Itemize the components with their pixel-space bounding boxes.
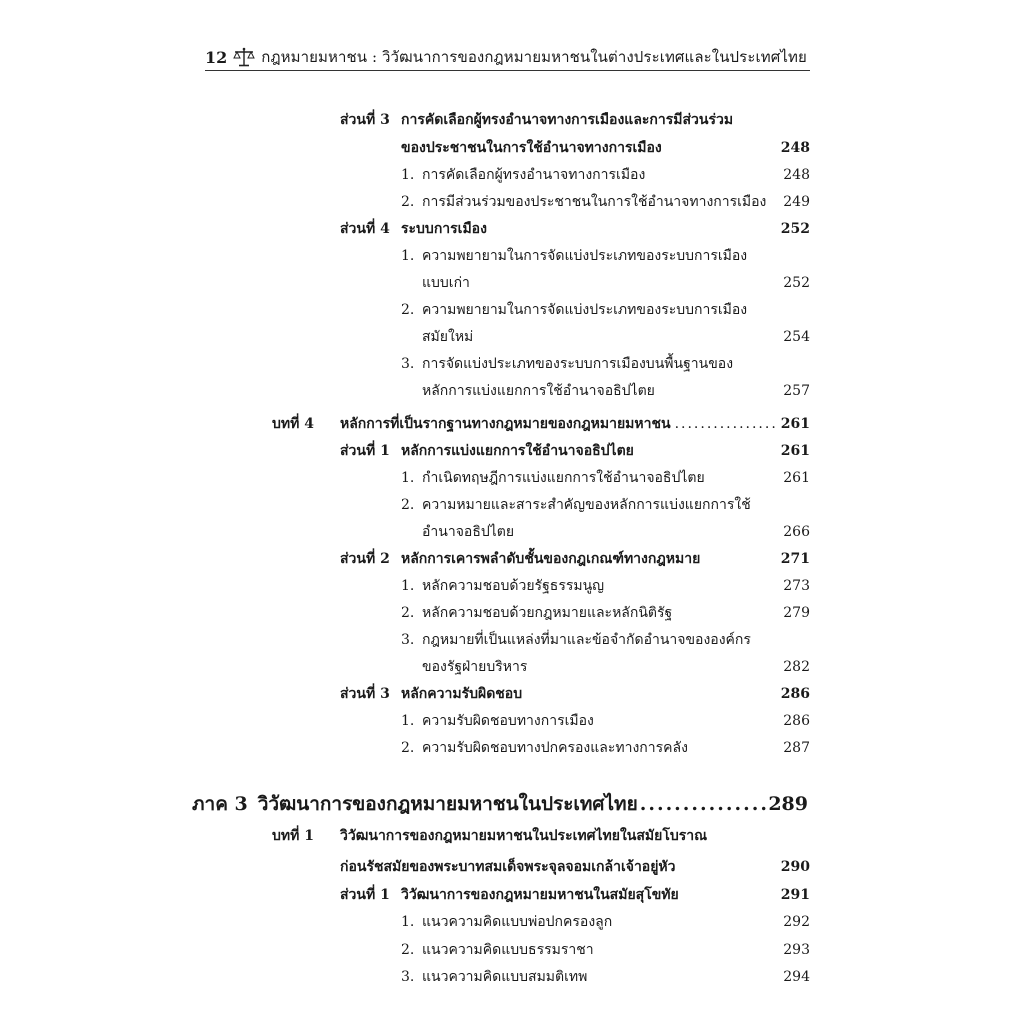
toc-entry-text: ความพยายามในการจัดแบ่งประเภทของระบบการเมือง [422,248,748,264]
toc-entry-text: หลักการแบ่งแยกการใช้อำนาจอธิปไตย [422,383,655,399]
toc-page-number: 248 [780,140,810,156]
toc-entry-text: การมีส่วนร่วมของประชาชนในการใช้อำนาจทางการเมือง [422,194,767,210]
toc-entry-text: สมัยใหม่ [422,329,474,345]
toc-page-number: 261 [780,443,810,459]
toc-entry-text: การคัดเลือกผู้ทรงอำนาจทางการเมือง [422,167,646,183]
toc-prefix: 2. [401,942,415,958]
toc-page-number: 293 [783,942,810,958]
toc-section-heading [340,441,634,461]
toc-page-number: 294 [783,969,810,985]
toc-entry-text: วิวัฒนาการของกฎหมายมหาชนในสมัยสุโขทัย [401,887,679,903]
toc-item [401,495,751,515]
toc-section-heading [340,684,522,704]
toc-item [401,738,688,758]
toc-prefix: 2. [401,497,415,513]
toc-page-number: 291 [780,887,810,903]
toc-prefix: บทที่ 4 [272,416,314,432]
page-number: 12 [205,47,228,67]
toc-section-heading [340,885,679,905]
toc-prefix: 2. [401,302,415,318]
toc-prefix: 1. [401,578,415,594]
toc-item [401,603,672,623]
toc-prefix: ส่วนที่ 1 [340,443,390,459]
toc-entry-text: แนวความคิดแบบพ่อปกครองลูก [422,914,613,930]
toc-prefix: 2. [401,194,415,210]
running-header [205,44,810,71]
toc-prefix: ส่วนที่ 2 [340,551,390,567]
toc-entry-text: ความรับผิดชอบทางปกครองและทางการคลัง [422,740,688,756]
toc-page-number: 249 [783,194,810,210]
toc-item [401,711,594,731]
toc-entry-text: หลักความชอบด้วยกฎหมายและหลักนิติรัฐ [422,605,673,621]
part-title: วิวัฒนาการของกฎหมายมหาชนในประเทศไทย [257,793,638,815]
toc-entry-text: หลักความชอบด้วยรัฐธรรมนูญ [422,578,605,594]
toc-item [401,354,733,374]
toc-item [401,300,747,320]
toc-section-heading [340,219,487,239]
toc-entry-text: ความรับผิดชอบทางการเมือง [422,713,594,729]
toc-section-heading [340,110,810,130]
toc-item [401,940,594,960]
part-label: ภาค 3 [192,793,248,815]
toc-prefix: 2. [401,740,415,756]
toc-page-number: 286 [783,713,810,729]
toc-item [401,630,751,650]
toc-prefix: 1. [401,914,415,930]
toc-entry-text: ก่อนรัชสมัยของพระบาทสมเด็จพระจุลจอมเกล้าเจ้าอยู่หัว [340,859,676,875]
dot-leader [640,792,767,816]
toc-entry-text: แบบเก่า [422,275,470,291]
toc-prefix: 1. [401,167,415,183]
toc-prefix: 1. [401,470,415,486]
toc-entry-text: อำนาจอธิปไตย [422,524,515,540]
toc-prefix: บทที่ 1 [272,828,314,844]
toc-prefix: 2. [401,605,415,621]
toc-page-number: 271 [780,551,810,567]
toc-entry-text: การคัดเลือกผู้ทรงอำนาจทางการเมืองและการมีส่วนร่วม [401,112,734,128]
toc-entry-text: กำเนิดทฤษฎีการแบ่งแยกการใช้อำนาจอธิปไตย [422,470,705,486]
toc-section-heading [340,549,700,569]
toc-entry-text: ระบบการเมือง [401,221,487,237]
toc-prefix: 1. [401,248,415,264]
toc-item [401,246,747,266]
toc-prefix: 3. [401,969,415,985]
toc-entry-text: ความพยายามในการจัดแบ่งประเภทของระบบการเมือง [422,302,748,318]
toc-entry-text: ของประชาชนในการใช้อำนาจทางการเมือง [401,140,662,156]
toc-item [401,576,604,596]
toc-entry-text: ความหมายและสาระสำคัญของหลักการแบ่งแยกการใช้ [422,497,751,513]
toc-item [401,165,645,185]
toc-page-number: 282 [783,659,810,675]
toc-chapter-heading [272,826,707,846]
toc-entry-text: แนวความคิดแบบสมมติเทพ [422,969,588,985]
toc-prefix: ส่วนที่ 3 [340,112,390,128]
toc-entry-text: การจัดแบ่งประเภทของระบบการเมืองบนพื้นฐานของ [422,356,734,372]
toc-prefix: ส่วนที่ 3 [340,686,390,702]
toc-entry-text: วิวัฒนาการของกฎหมายมหาชนในประเทศไทยในสมัยโบราณ [340,828,708,844]
header-title: กฎหมายมหาชน : วิวัฒนาการของกฎหมายมหาชนในต่างประเทศและในประเทศไทย [261,48,807,66]
toc-item-continued [422,657,527,677]
toc-item [401,468,705,488]
toc-prefix: ส่วนที่ 1 [340,887,390,903]
toc-item-continued [422,273,470,293]
toc-prefix: 3. [401,632,415,648]
toc-entry-text: กฎหมายที่เป็นแหล่งที่มาและข้อจำกัดอำนาจขององค์กร [422,632,751,648]
toc-item-continued [422,522,514,542]
scales-of-justice-icon [233,47,255,67]
toc-prefix: ส่วนที่ 4 [340,221,390,237]
toc-page-number: 252 [780,221,810,237]
toc-page-number: 252 [783,275,810,291]
toc-entry-text: หลักการแบ่งแยกการใช้อำนาจอธิปไตย [401,443,634,459]
toc-page-number: 254 [783,329,810,345]
toc-item-continued [422,327,473,347]
toc-entry-text: หลักความรับผิดชอบ [401,686,523,702]
toc-entry-text: หลักการเคารพลำดับชั้นของกฎเกณฑ์ทางกฎหมาย [401,551,701,567]
toc-page-number: 248 [783,167,810,183]
part-page-number: 289 [768,793,808,815]
toc-entry-text: หลักการที่เป็นรากฐานทางกฎหมายของกฎหมายมหาชน [340,416,671,432]
toc-page-number: 273 [783,578,810,594]
toc-chapter-heading [272,414,780,434]
toc-entry-text: แนวความคิดแบบธรรมราชา [422,942,594,958]
dot-leader [675,414,776,434]
toc-page-number: 266 [783,524,810,540]
toc-page-number: 287 [783,740,810,756]
toc-chapter-heading [340,857,676,877]
toc-item [401,192,766,212]
toc-section-heading [401,138,662,158]
toc-page-number: 292 [783,914,810,930]
toc-prefix: 1. [401,713,415,729]
toc-item [401,967,587,987]
toc-part-heading [192,792,808,816]
toc-page-number: 257 [783,383,810,399]
toc-entry-text: ของรัฐฝ่ายบริหาร [422,659,528,675]
toc-page-number: 290 [780,859,810,875]
toc-item-continued [422,381,655,401]
toc-page-number: 286 [780,686,810,702]
toc-page-number: 279 [783,605,810,621]
toc-prefix: 3. [401,356,415,372]
toc-page-number: 261 [783,470,810,486]
toc-page-number: 261 [780,416,810,432]
toc-item [401,912,612,932]
